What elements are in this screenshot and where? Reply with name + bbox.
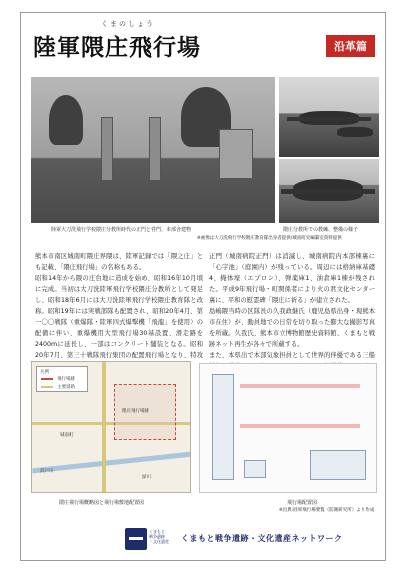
wing-shape xyxy=(287,117,371,121)
location-map xyxy=(31,361,191,493)
map-legend xyxy=(36,366,88,392)
plan-runway xyxy=(240,424,360,428)
legend-swatch xyxy=(41,386,53,388)
map-caption: 隈庄飛行場概略図と飛行場敷地配置図 xyxy=(59,500,145,506)
body-paragraph: 昭和14年から隈の庄台地に造成を始め、昭和16年10月頃に完成。当初は大刀洗陸軍飛行学校隈庄分教所として発足し、昭和18年6月には大刀洗陸軍飛行学校隈庄教育隊と改称。昭和19年には実戦部隊も配置され、昭和20年4月、第一〇〇戦隊（重爆隊・陸軍四式爆撃機「飛龍」を使用）の配備に伴い、重爆機用大型飛行場30基設置、滑走路を2400mに延長し、一部はコンクリート舗装となる。昭和20年7月、第三十戦隊飛行集団の配置飛行場となり、特攻 xyxy=(35,275,203,359)
map-label-river: 緑川 xyxy=(142,475,151,480)
gate-photo xyxy=(31,77,275,223)
right-photo-caption: 隈庄分教所での教練、整備の様子 xyxy=(283,227,359,233)
plan-block xyxy=(310,450,366,480)
body-left-column xyxy=(35,251,203,372)
body-paragraph: また、本県出で本部気象担員として世界的伴優である三船 xyxy=(209,352,375,359)
document-page xyxy=(20,12,386,561)
guardhouse xyxy=(219,129,253,179)
plan-source-note: ※出典:陸軍飛行場要覧（防衛研究所）より作成 xyxy=(279,508,375,513)
footer-logo-text xyxy=(149,529,169,544)
plan-block xyxy=(244,460,266,478)
map-label-river: 浜戸川 xyxy=(40,469,54,474)
network-logo-icon xyxy=(125,528,147,550)
gate-pillar xyxy=(149,117,161,181)
tree-shape xyxy=(49,95,83,145)
legend-item: 飛行場跡 xyxy=(57,377,75,382)
body-paragraph: 正門（城南病院正門）は消滅し、城南病院内本部棟裏に「心字池」（庭園内）が残っている。周辺には格納庫基礎4、掩体壕（エプロン）、弾薬庫1、油倉庫1棟が残された。平成9年飛行場・町関係者により火の君文化センター裏に、平和の慰霊碑「隈庄に祈る」が建立された。 xyxy=(209,253,375,304)
photo-source-note: ※画像は大刀洗飛行学校隈庄教育隊出身者提供/城南町史編纂室資料提供 xyxy=(197,236,342,241)
airplane-shape xyxy=(337,127,373,137)
title-ruby: くまのしょう xyxy=(101,20,155,28)
gate-pillar xyxy=(101,117,113,181)
airfield-plan xyxy=(199,363,377,493)
footer xyxy=(21,520,385,560)
gate-photo-caption: 陸軍大刀洗飛行学校隈庄分教所時代の正門と営門、本部舎建物 xyxy=(51,227,192,233)
footer-logo-line: 戦争遺跡 xyxy=(149,534,165,539)
body-paragraph: 島嶋隈当時の区隊長の久我政継氏（鹿児島県出身・現熊本市在住）が、動員地での日常を切り取った膨大な撮影写真を所蔵。久我氏、熊本市立博物館歴史資料館、くまもと戦跡ネット再生が各々で所蔵する。 xyxy=(209,308,375,348)
footer-logo-line: くまもと xyxy=(149,529,165,534)
map-label-airfield: 隈庄飛行場跡 xyxy=(122,409,149,414)
maintenance-photo xyxy=(279,159,379,223)
plan-block xyxy=(212,374,234,480)
body-paragraph: 熊本市南区城南町隈庄界隈は、陸軍記録では「隈之庄」とも記載、「隈庄飛行場」の名称もある。 xyxy=(35,253,203,271)
page-title: 陸軍隈庄飛行場 xyxy=(33,35,201,61)
wing-shape xyxy=(281,189,375,194)
map-label-town: 城南町 xyxy=(60,433,74,438)
section-badge: 沿革篇 xyxy=(326,35,375,57)
footer-logo-line: ・文化遺産 xyxy=(149,539,169,544)
legend-swatch xyxy=(41,378,53,380)
airplane-photo xyxy=(279,77,379,157)
footer-title[interactable]: くまもと戦争遺跡・文化遺産ネットワーク xyxy=(181,534,343,543)
plan-caption: 飛行場配置図 xyxy=(287,500,318,506)
river-shape xyxy=(32,452,191,474)
legend-title: 凡例 xyxy=(40,370,49,375)
plan-runway xyxy=(240,384,360,388)
legend-item: 主要道路 xyxy=(57,385,75,390)
road-shape xyxy=(102,362,106,493)
